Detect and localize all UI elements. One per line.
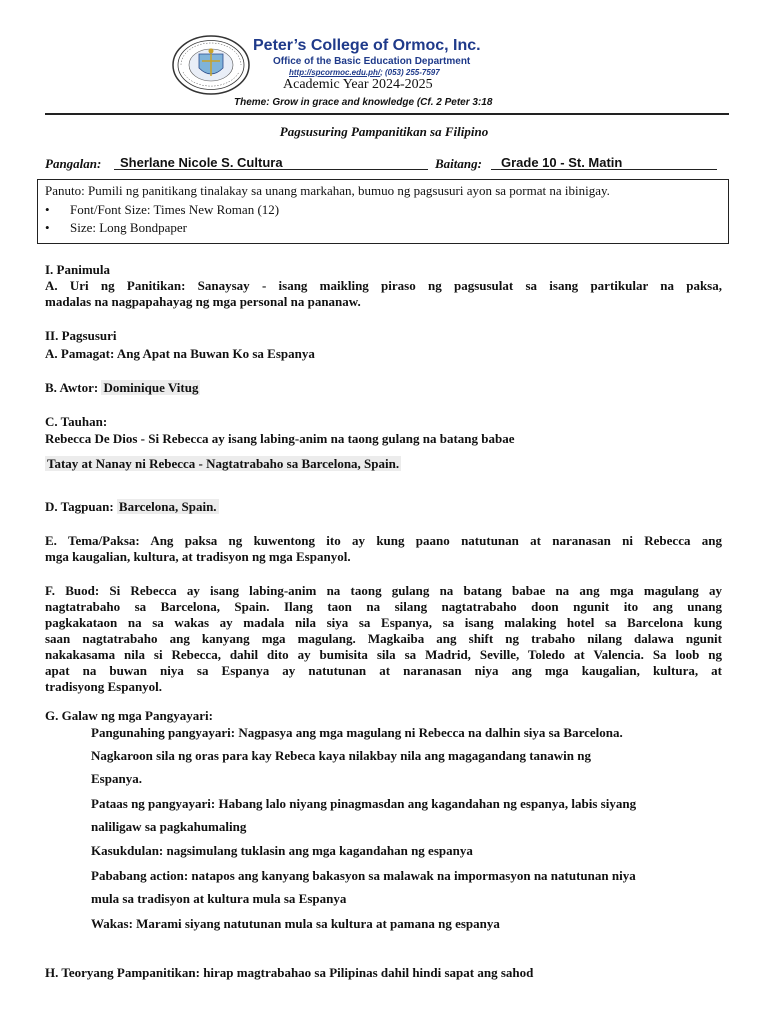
bullet-dot: •	[45, 220, 50, 235]
character-parents	[45, 456, 722, 472]
document-title: Pagsusuring Pampanitikan sa Filipino	[279, 124, 489, 139]
title-entry-value: Ang Apat na Buwan Ko sa Espanya	[116, 346, 315, 361]
rising-action-line-1: Pataas ng pangyayari: Habang lalo niyang pinagmasdan ang kagandahan ng espanya, labis siyang	[91, 796, 637, 811]
characters-heading: C. Tauhan:	[45, 414, 108, 429]
grade-field[interactable]	[491, 154, 717, 170]
college-name: Peter’s College of Ormoc, Inc.	[253, 37, 481, 54]
contact-line	[289, 68, 440, 77]
event-2-line-1: Nagkaroon sila ng oras para kay Rebeca kaya nilakbay nila ang magagandang tanawin ng	[91, 748, 591, 763]
grade-label: Baitang:	[435, 156, 482, 171]
event-introduction: Pangunahing pangyayari: Nagpasya ang mga magulang ni Rebecca na dalhin siya sa Barcelona.	[91, 725, 623, 740]
name-label: Pangalan:	[45, 156, 102, 171]
summary-line-1: F. Buod: Si Rebecca ay isang labing-anim na taong gulang na batang babae na ang mga magulang ay	[45, 583, 722, 598]
name-field[interactable]	[114, 154, 428, 170]
summary-line-5: nakakasama nila si Rebecca, dahil dito ay bumisita sila sa Madrid, Seville, Toledo at Valencia. Sa loob ng	[45, 647, 722, 662]
website-link[interactable]: http://spcormoc.edu.ph/	[289, 68, 381, 77]
rising-action-line-2: naliligaw sa pagkahumaling	[91, 819, 247, 834]
events-heading: G. Galaw ng mga Pangyayari:	[45, 708, 213, 723]
section-1-heading: I. Panimula	[45, 262, 111, 277]
resolution: Wakas: Marami siyang natutunan mula sa kultura at pamana ng espanya	[91, 916, 500, 931]
title-entry	[45, 346, 722, 362]
instruction-bullet-font: Font/Font Size: Times New Roman (12)	[70, 202, 280, 217]
instructions-text: Panuto: Pumili ng panitikang tinalakay sa unang markahan, bumuo ng pagsusuri ayon sa pormat na ibinigay.	[45, 183, 610, 198]
character-rebecca: Rebecca De Dios - Si Rebecca ay isang labing-anim na taong gulang na batang babae	[45, 431, 515, 446]
phone-number: ; (053) 255-7597	[380, 68, 440, 77]
author-label: B. Awtor:	[45, 380, 99, 395]
summary-line-6: apat na buwan niya sa Espanya ay natutunan at naranasan niya ang mga kaugalian, kultura, at	[45, 663, 722, 678]
academic-year: Academic Year 2024-2025	[283, 77, 433, 92]
bullet-dot: •	[45, 202, 50, 217]
literary-theory: H. Teoryang Pampanitikan: hirap magtrabahao sa Pilipinas dahil hindi sapat ang sahod	[45, 965, 534, 980]
event-2-line-2: Espanya.	[91, 771, 142, 786]
author-value: Dominique Vitug	[103, 380, 199, 395]
summary-line-7: tradisyong Espanyol.	[45, 679, 163, 694]
theme-line-1: E. Tema/Paksa: Ang paksa ng kuwentong ito ay kung paano natutunan at naranasan ni Rebecca ang	[45, 533, 722, 548]
literature-type-line-2: madalas na nagpapahayag ng mga personal na pananaw.	[45, 294, 361, 309]
theme-line-2: mga kaugalian, kultura, at tradisyon ng mga Espanyol.	[45, 549, 351, 564]
theme-line: Theme: Grow in grace and knowledge (Cf. 2 Peter 3:18	[234, 97, 493, 108]
character-parents-text: Tatay at Nanay ni Rebecca - Nagtatrabaho sa Barcelona, Spain.	[47, 456, 400, 471]
setting-label: D. Tagpuan:	[45, 499, 114, 514]
author-entry	[45, 380, 722, 396]
literature-type-line-1: A. Uri ng Panitikan: Sanaysay - isang maikling piraso ng pagsusulat sa isang partikular na paksa,	[45, 278, 722, 293]
title-entry-label: A. Pamagat:	[45, 346, 115, 361]
grade-value: Grade 10 - St. Matin	[501, 155, 623, 170]
instruction-bullet-size: Size: Long Bondpaper	[70, 220, 187, 235]
summary-line-4: saan nagtatrabaho ang kanyang mga magulang. Magkaiba ang shift ng trabaho nilang dalawa ngunit	[45, 631, 722, 646]
summary-line-2: nagtatrabaho sa Barcelona, Spain. Ilang taon na silang nagtatrabaho doon ngunit ito ang unang	[45, 599, 722, 614]
office-name: Office of the Basic Education Department	[273, 56, 471, 67]
falling-action-line-1: Pababang action: natapos ang kanyang bakasyon sa malawak na impormasyon na natutunan niya	[91, 868, 636, 883]
name-value: Sherlane Nicole S. Cultura	[120, 155, 283, 170]
climax: Kasukdulan: nagsimulang tuklasin ang mga kagandahan ng espanya	[91, 843, 473, 858]
falling-action-line-2: mula sa tradisyon at kultura mula sa Espanya	[91, 891, 347, 906]
setting-entry	[45, 499, 722, 515]
summary-line-3: pagkakataon na sa wakas ay madala nila siya sa Espanya, sa isang malaking hotel sa Barcelona kung	[45, 615, 722, 630]
section-2-heading: II. Pagsusuri	[45, 328, 117, 343]
setting-value: Barcelona, Spain.	[118, 499, 217, 514]
header-divider	[45, 113, 729, 115]
college-seal-logo	[171, 34, 251, 96]
